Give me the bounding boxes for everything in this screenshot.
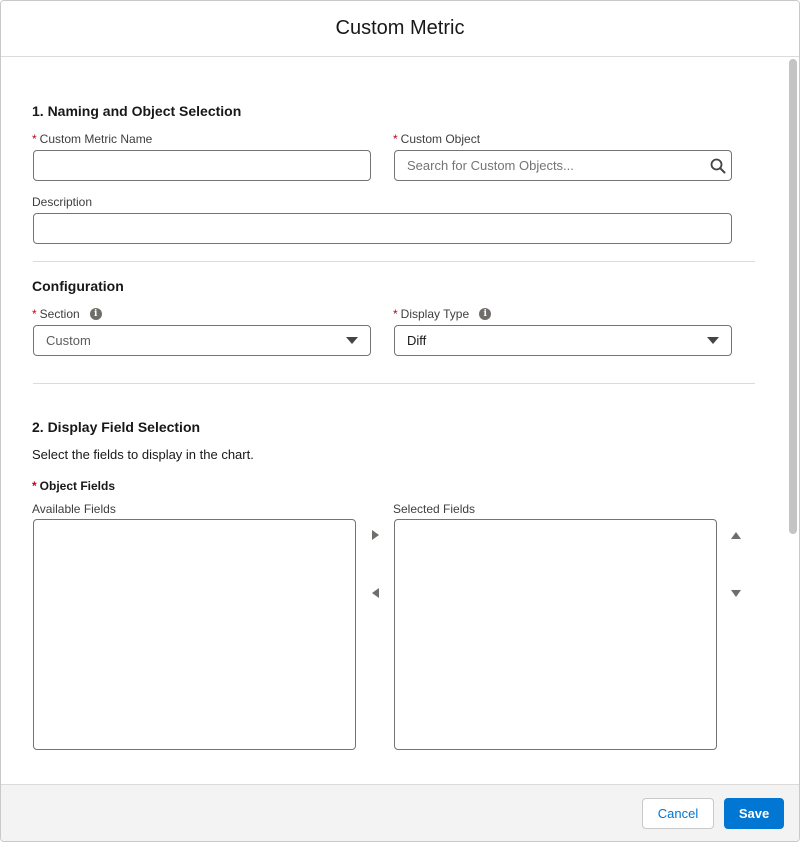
- section-divider: [33, 383, 755, 384]
- required-marker: *: [32, 479, 37, 493]
- object-fields-label-text: Object Fields: [39, 479, 116, 493]
- save-button[interactable]: Save: [724, 798, 784, 829]
- display-type-label-text: Display Type: [400, 307, 470, 321]
- description-input[interactable]: [33, 213, 732, 244]
- custom-object-label-text: Custom Object: [400, 132, 481, 146]
- required-marker: *: [32, 307, 37, 321]
- move-to-selected-button[interactable]: [365, 525, 385, 545]
- section-naming-title: 1. Naming and Object Selection: [32, 103, 242, 119]
- section-select[interactable]: [33, 325, 371, 356]
- section-divider: [33, 261, 755, 262]
- move-to-available-button[interactable]: [365, 583, 385, 603]
- move-up-button[interactable]: [726, 525, 746, 545]
- custom-object-search-input[interactable]: [394, 150, 732, 181]
- body-scrollbar[interactable]: [789, 59, 797, 781]
- custom-metric-name-input[interactable]: [33, 150, 371, 181]
- available-fields-listbox[interactable]: [33, 519, 356, 750]
- selected-fields-listbox[interactable]: [394, 519, 717, 750]
- modal-footer: [1, 784, 799, 842]
- configuration-title: Configuration: [32, 278, 124, 294]
- modal-body: [1, 57, 799, 784]
- required-marker: *: [32, 132, 37, 146]
- description-label: [32, 195, 92, 209]
- scrollbar-thumb[interactable]: [789, 59, 797, 534]
- section-field-label: [32, 307, 102, 321]
- display-type-select[interactable]: [394, 325, 732, 356]
- description-label-text: Description: [32, 195, 93, 209]
- search-icon[interactable]: [710, 158, 726, 174]
- display-type-select-value: Diff: [407, 333, 427, 348]
- required-marker: *: [393, 307, 398, 321]
- chevron-right-icon: [372, 530, 379, 540]
- info-icon[interactable]: i: [90, 308, 102, 320]
- section-field-label-text: Section: [39, 307, 80, 321]
- required-marker: *: [393, 132, 398, 146]
- chevron-down-icon: [707, 337, 719, 344]
- section-select-value: Custom: [46, 333, 91, 348]
- custom-metric-name-label-text: Custom Metric Name: [39, 132, 153, 146]
- section-display-fields-title: 2. Display Field Selection: [32, 419, 201, 435]
- custom-object-search: [394, 150, 732, 181]
- modal-title: Custom Metric: [335, 17, 465, 39]
- custom-object-label: [393, 132, 480, 146]
- object-fields-label: [32, 479, 115, 493]
- selected-fields-label: Selected Fields: [393, 502, 476, 516]
- available-fields-label: Available Fields: [32, 502, 116, 516]
- display-type-label: [393, 307, 491, 321]
- chevron-left-icon: [372, 588, 379, 598]
- modal-header: [1, 1, 799, 57]
- info-icon[interactable]: i: [479, 308, 491, 320]
- display-fields-help-text: Select the fields to display in the chart.: [32, 447, 254, 462]
- move-down-button[interactable]: [726, 583, 746, 603]
- chevron-down-icon: [731, 590, 741, 597]
- cancel-button[interactable]: Cancel: [642, 798, 714, 829]
- chevron-down-icon: [346, 337, 358, 344]
- chevron-up-icon: [731, 532, 741, 539]
- custom-metric-name-label: [32, 132, 152, 146]
